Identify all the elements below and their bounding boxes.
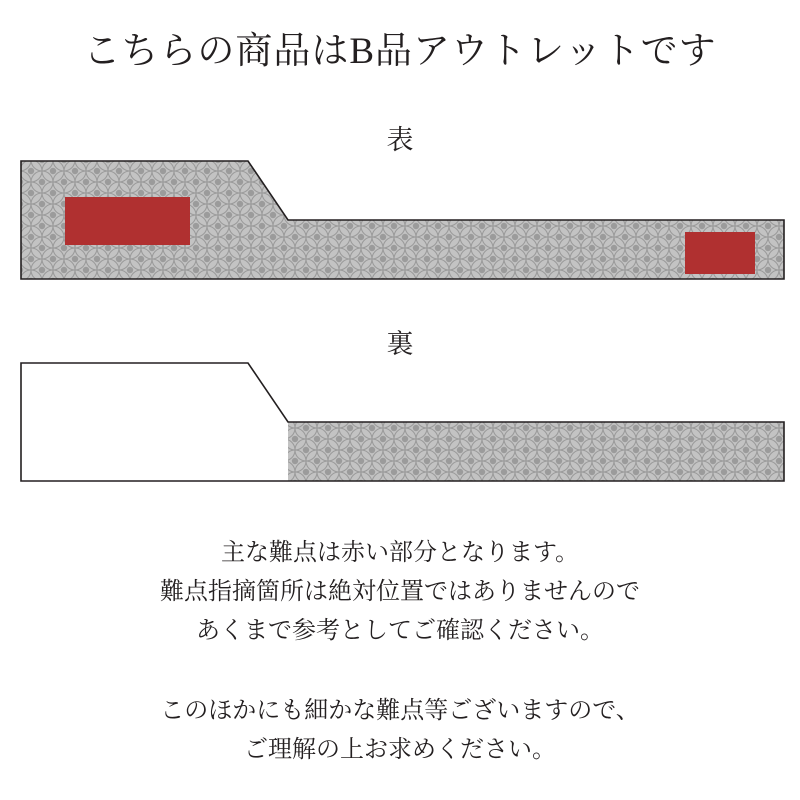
back-side-label: 裏 — [386, 329, 414, 359]
defect-mark-left — [65, 197, 190, 245]
note-block-secondary — [0, 692, 800, 770]
back-sash-tail — [288, 422, 784, 481]
note-line: 難点指摘箇所は絶対位置ではありませんので — [160, 579, 640, 605]
note-line: ご理解の上お求めください。 — [244, 737, 556, 763]
note-line: このほかにも細かな難点等ございますので、 — [160, 698, 640, 724]
back-figure — [20, 362, 785, 497]
note-line: 主な難点は赤い部分となります。 — [220, 540, 580, 566]
front-side-label: 表 — [386, 125, 414, 155]
note-line: あくまで参考としてご確認ください。 — [196, 618, 604, 644]
front-figure — [20, 160, 785, 295]
page-title: こちらの商品はB品アウトレットです — [83, 31, 717, 72]
defect-mark-right — [685, 232, 755, 274]
note-block-primary — [0, 534, 800, 651]
